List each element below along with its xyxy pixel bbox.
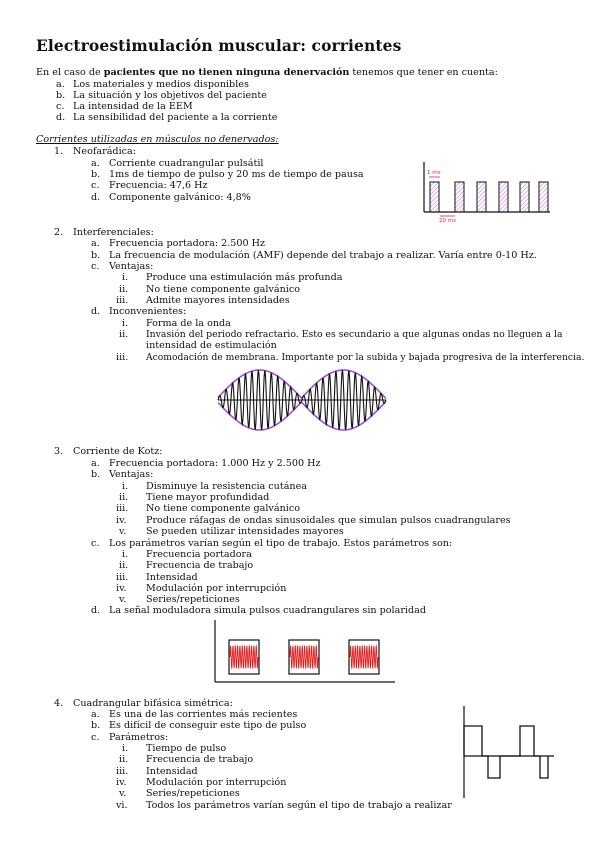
section-1-heading: Neofarádica:	[73, 146, 136, 157]
list-item: Los materiales y medios disponibles	[73, 79, 249, 90]
list-marker: i.	[122, 318, 129, 329]
list-marker: v.	[119, 788, 127, 799]
list-marker: d.	[91, 605, 101, 616]
list-item: No tiene componente galvánico	[146, 503, 300, 514]
list-item-continued: intensidad de estimulación	[146, 340, 277, 351]
list-item: 1ms de tiempo de pulso y 20 ms de tiempo de pausa	[109, 169, 364, 180]
list-marker: b.	[56, 90, 66, 101]
list-item: Ventajas:	[109, 469, 154, 480]
list-item: Modulación por interrupción	[146, 583, 287, 594]
list-marker: c.	[91, 261, 100, 272]
neofaradic-pulse-diagram	[418, 160, 553, 222]
list-marker: i.	[122, 549, 129, 560]
list-item: La señal moduladora simula pulsos cuadrangulares sin polaridad	[109, 605, 427, 616]
list-marker: a.	[91, 238, 100, 249]
list-marker: i.	[122, 481, 129, 492]
list-item: Series/repeticiones	[146, 788, 240, 799]
list-marker: 1.	[54, 146, 64, 157]
list-marker: v.	[119, 594, 127, 605]
list-item: Componente galvánico: 4,8%	[109, 192, 251, 203]
list-marker: iii.	[116, 572, 129, 583]
pause-width-label: 20 ms	[439, 218, 456, 224]
list-marker: b.	[91, 169, 101, 180]
biphasic-square-diagram	[458, 706, 558, 802]
list-item: Modulación por interrupción	[146, 777, 287, 788]
list-item: Tiene mayor profundidad	[146, 492, 270, 503]
list-marker: ii.	[119, 754, 129, 765]
list-marker: c.	[91, 538, 100, 549]
list-marker: iii.	[116, 766, 129, 777]
list-marker: 3.	[54, 446, 64, 457]
list-marker: iii.	[116, 503, 129, 514]
list-item: Se pueden utilizar intensidades mayores	[146, 526, 344, 537]
list-marker: c.	[91, 732, 100, 743]
list-item: Frecuencia de trabajo	[146, 560, 254, 571]
list-item: Es difícil de conseguir este tipo de pulso	[109, 720, 307, 731]
section-3-heading: Corriente de Kotz:	[73, 446, 163, 457]
intro-text-post: tenemos que tener en cuenta:	[349, 67, 498, 78]
list-marker: ii.	[119, 560, 129, 571]
list-item: Intensidad	[146, 766, 198, 777]
list-marker: d.	[91, 306, 101, 317]
list-item: La intensidad de la EEM	[73, 101, 193, 112]
list-marker: b.	[91, 720, 101, 731]
list-item: Produce ráfagas de ondas sinusoidales que simulan pulsos cuadrangulares	[146, 515, 511, 526]
list-item: Frecuencia de trabajo	[146, 754, 254, 765]
list-marker: v.	[119, 526, 127, 537]
list-item: Frecuencia portadora	[146, 549, 252, 560]
list-marker: iv.	[116, 777, 127, 788]
list-item: Parámetros:	[109, 732, 169, 743]
list-item: No tiene componente galvánico	[146, 284, 300, 295]
pulse-width-label: 1 ms	[427, 170, 441, 176]
list-item: La sensibilidad del paciente a la corriente	[73, 112, 278, 123]
list-item: La situación y los objetivos del paciente	[73, 90, 267, 101]
list-item: Admite mayores intensidades	[146, 295, 290, 306]
list-marker: b.	[91, 469, 101, 480]
list-marker: a.	[91, 458, 100, 469]
list-marker: a.	[91, 709, 100, 720]
pulse-bars	[430, 182, 548, 212]
list-item: Forma de la onda	[146, 318, 231, 329]
list-item: Frecuencia portadora: 2.500 Hz	[109, 238, 266, 249]
list-item: Disminuye la resistencia cutánea	[146, 481, 307, 492]
list-marker: a.	[91, 158, 100, 169]
list-marker: ii.	[119, 329, 129, 340]
list-marker: d.	[56, 112, 66, 123]
list-marker: i.	[122, 272, 129, 283]
list-item: Acomodación de membrana. Importante por la subida y bajada progresiva de la interferencia.	[146, 352, 585, 363]
interferential-wave-diagram	[218, 362, 386, 432]
list-marker: ii.	[119, 284, 129, 295]
list-item: Frecuencia portadora: 1.000 Hz y 2.500 Hz	[109, 458, 321, 469]
list-item: Invasión del periodo refractario. Esto es secundario a que algunas ondas no lleguen a la	[146, 329, 563, 340]
intro-text-bold: pacientes que no tienen ninguna denervación	[103, 67, 350, 78]
list-marker: c.	[56, 101, 65, 112]
list-item: Produce una estimulación más profunda	[146, 272, 343, 283]
list-item: Los parámetros varían según el tipo de trabajo. Estos parámetros son:	[109, 538, 453, 549]
list-marker: 4.	[54, 698, 64, 709]
list-marker: a.	[56, 79, 65, 90]
list-marker: 2.	[54, 227, 64, 238]
kotz-burst-diagram	[210, 620, 395, 686]
list-marker: b.	[91, 250, 101, 261]
list-item: Frecuencia: 47,6 Hz	[109, 180, 208, 191]
list-item: Series/repeticiones	[146, 594, 240, 605]
list-marker: iv.	[116, 583, 127, 594]
list-item: Corriente cuadrangular pulsátil	[109, 158, 264, 169]
list-marker: i.	[122, 743, 129, 754]
list-marker: iii.	[116, 295, 129, 306]
list-item: Todos los parámetros varían según el tipo de trabajo a realizar	[146, 800, 452, 811]
section-4-heading: Cuadrangular bifásica simétrica:	[73, 698, 233, 709]
list-item: Intensidad	[146, 572, 198, 583]
list-marker: iv.	[116, 515, 127, 526]
intro-paragraph	[36, 67, 498, 78]
page-title: Electroestimulación muscular: corrientes	[36, 36, 402, 55]
list-item: La frecuencia de modulación (AMF) depende del trabajo a realizar. Varía entre 0-10 Hz.	[109, 250, 537, 261]
list-item: Tiempo de pulso	[146, 743, 227, 754]
section-2-heading: Interferenciales:	[73, 227, 154, 238]
intro-text-pre: En el caso de	[36, 67, 104, 78]
list-item: Ventajas:	[109, 261, 154, 272]
list-marker: d.	[91, 192, 101, 203]
list-marker: vi.	[116, 800, 128, 811]
list-marker: c.	[91, 180, 100, 191]
list-marker: iii.	[116, 352, 129, 363]
list-marker: ii.	[119, 492, 129, 503]
list-item: Inconvenientes:	[109, 306, 187, 317]
section-heading: Corrientes utilizadas en músculos no denervados:	[36, 134, 279, 145]
list-item: Es una de las corrientes más recientes	[109, 709, 298, 720]
